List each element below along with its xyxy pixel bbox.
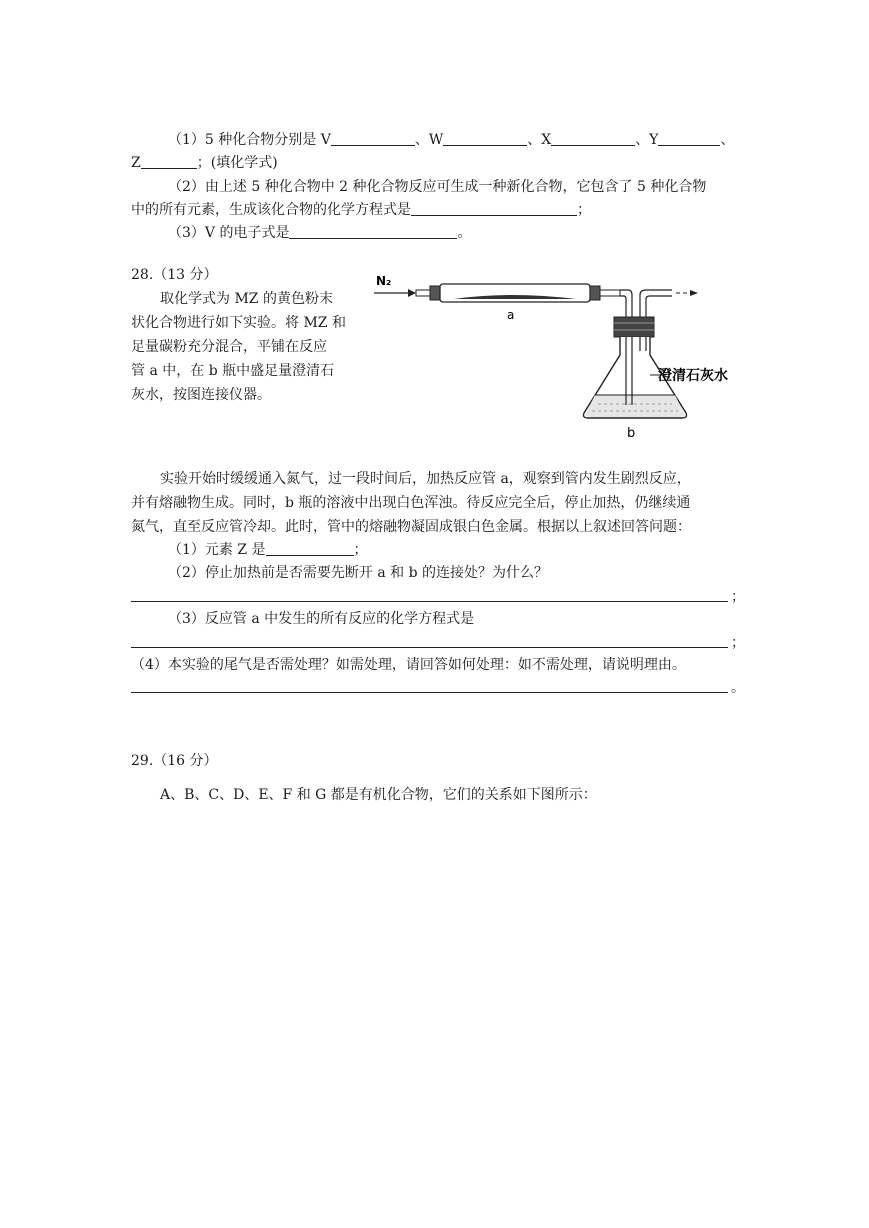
- q28-body-2: 并有熔融物生成。同时，b 瓶的溶液中出现白色浑浊。待反应完全后，停止加热，仍继续通: [131, 495, 691, 511]
- q27-line-2: Z ；(填化学式): [131, 155, 278, 171]
- q29-header: 29.（16 分）: [131, 753, 218, 769]
- q27-line-4: 中的所有元素，生成该化合物的化学方程式是 ；: [131, 202, 591, 218]
- q28-sub2: （2）停止加热前是否需要先断开 a 和 b 的连接处？为什么？: [168, 565, 549, 581]
- q28-body-3: 氮气，直至反应管冷却。此时，管中的熔融物凝固成银白色金属。根据以上叙述回答问题：: [131, 519, 691, 535]
- answer-blank-element-z[interactable]: [266, 541, 354, 556]
- reaction-tube-a: [440, 284, 590, 302]
- q28-sub4: （4）本实验的尾气是否需处理？如需处理，请回答如何处理：如不需处理，请说明理由。: [131, 657, 686, 673]
- q28-body-1: 实验开始时缓缓通入氮气，过一段时间后，加热反应管 a，观察到管内发生剧烈反应，: [160, 471, 691, 487]
- flask-stopper: [614, 317, 654, 337]
- q28-header: 28.（13 分）: [131, 267, 218, 283]
- answer-blank-y[interactable]: [658, 131, 720, 146]
- answer-line-sub3-end: ；: [731, 635, 745, 651]
- q28-intro-1: 取化学式为 MZ 的黄色粉末: [160, 291, 333, 307]
- q28-intro-3: 足量碳粉充分混合，平铺在反应: [131, 339, 327, 355]
- q28-intro-5: 灰水，按图连接仪器。: [131, 387, 271, 403]
- nitrogen-label: N₂: [376, 274, 392, 288]
- tube-label-a: a: [507, 308, 515, 322]
- q28-sub1: （1）元素 Z 是 ；: [168, 542, 368, 558]
- answer-line-sub2[interactable]: [131, 601, 728, 602]
- answer-line-sub4-end: 。: [731, 680, 745, 696]
- answer-blank-w[interactable]: [443, 131, 527, 146]
- q28-sub3: （3）反应管 a 中发生的所有反应的化学方程式是: [168, 611, 475, 627]
- answer-blank-z[interactable]: [141, 154, 197, 169]
- answer-line-sub3[interactable]: [131, 647, 728, 648]
- limewater-liquid: [585, 395, 684, 417]
- answer-line-sub4[interactable]: [131, 692, 728, 693]
- q28-intro-4: 管 a 中，在 b 瓶中盛足量澄清石: [131, 363, 335, 379]
- experiment-apparatus-figure: [370, 265, 760, 445]
- answer-line-sub2-end: ；: [731, 589, 745, 605]
- q28-intro-2: 状化合物进行如下实验。将 MZ 和: [131, 315, 346, 331]
- q27-line-3: （2）由上述 5 种化合物中 2 种化合物反应可生成一种新化合物，它包含了 5 种化合物: [168, 179, 707, 195]
- nitrogen-arrowhead: [408, 289, 416, 297]
- answer-blank-electron-formula[interactable]: [289, 224, 457, 239]
- flask-label-b: b: [627, 426, 636, 441]
- q27-line-1: （1）5 种化合物分别是 V 、W 、X 、Y 、: [168, 132, 735, 148]
- answer-blank-x[interactable]: [551, 131, 635, 146]
- answer-blank-equation[interactable]: [411, 201, 577, 216]
- limewater-label: 澄清石灰水: [658, 368, 728, 384]
- q27-line-5: （3）V 的电子式是 。: [168, 225, 472, 241]
- answer-blank-v[interactable]: [331, 131, 415, 146]
- q29-text: A、B、C、D、E、F 和 G 都是有机化合物，它们的关系如下图所示：: [160, 787, 597, 803]
